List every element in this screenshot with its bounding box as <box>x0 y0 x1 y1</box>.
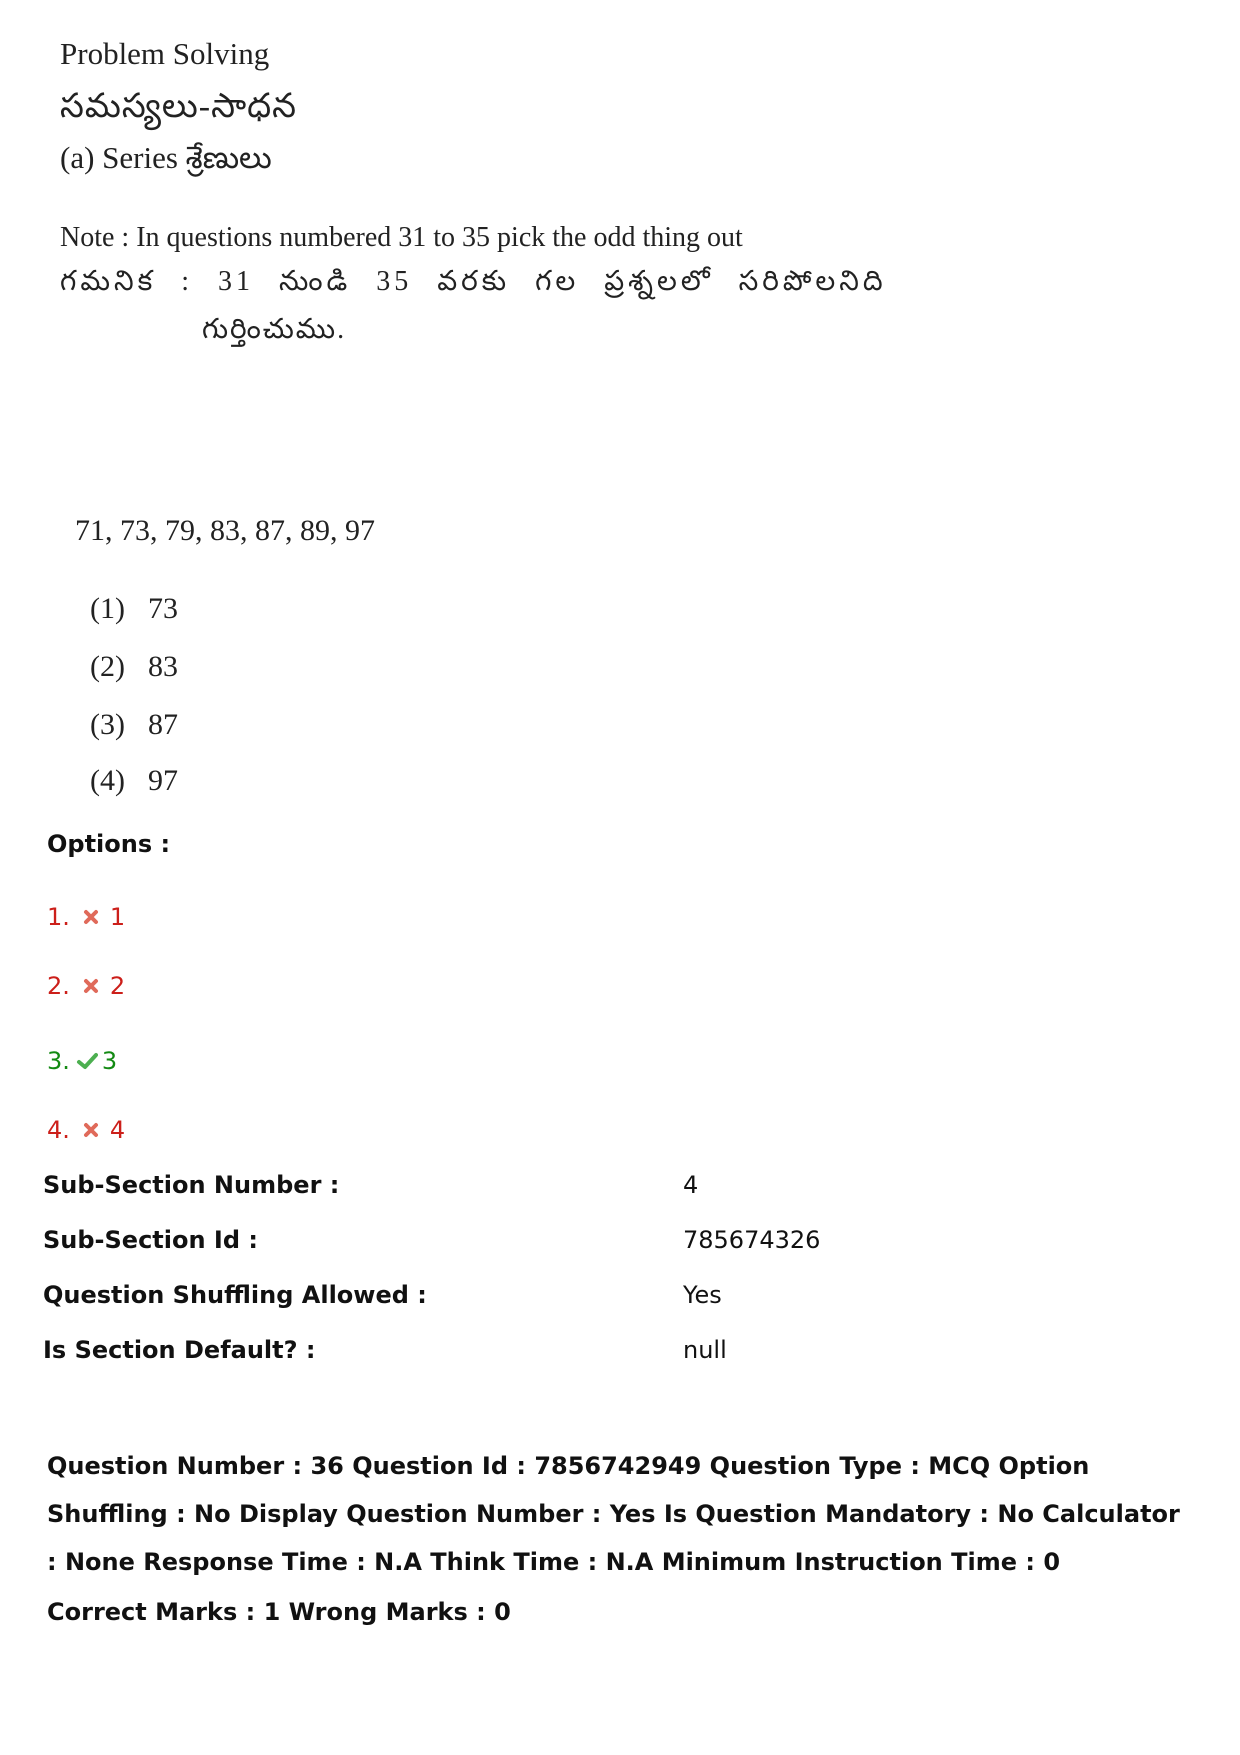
marks-info: Correct Marks : 1 Wrong Marks : 0 <box>47 1598 511 1626</box>
question-shuffling-label: Question Shuffling Allowed : <box>43 1281 427 1309</box>
question-shuffling-value: Yes <box>683 1281 722 1309</box>
question-note-english: Note : In questions numbered 31 to 35 pick the odd thing out <box>60 222 743 253</box>
question-title-telugu: సమస్యలు-సాధన <box>60 88 298 125</box>
option-prefix: 1. <box>47 903 70 931</box>
section-default-value: null <box>683 1336 727 1364</box>
question-series: 71, 73, 79, 83, 87, 89, 97 <box>75 514 375 547</box>
choice-value: 83 <box>148 650 178 683</box>
question-choice <box>90 650 178 684</box>
subsection-number-value: 4 <box>683 1171 699 1199</box>
choice-value: 73 <box>148 592 178 625</box>
question-subtitle: (a) Series శ్రేణులు <box>60 140 272 175</box>
options-header: Options : <box>47 830 171 858</box>
question-choice <box>90 708 178 742</box>
cross-icon <box>80 1119 102 1141</box>
question-info: Question Number : 36 Question Id : 7856742949 Question Type : MCQ Option Shuffling : No Display Question Number : Yes Is Question Mandatory : No Calculator : None Response Time : N.A Think Time : N.A Minimum Instruction Time : 0 <box>47 1452 1180 1576</box>
option-item <box>47 972 125 1000</box>
choice-value: 87 <box>148 708 178 741</box>
option-prefix: 3. <box>47 1047 70 1075</box>
check-icon <box>76 1050 98 1072</box>
subsection-id-label: Sub-Section Id : <box>43 1226 258 1254</box>
option-value: 3 <box>101 1047 118 1075</box>
option-value: 2 <box>109 972 126 1000</box>
question-title: Problem Solving <box>60 36 270 71</box>
subsection-number-label: Sub-Section Number : <box>43 1171 340 1199</box>
option-prefix: 4. <box>47 1116 70 1144</box>
section-default-label: Is Section Default? : <box>43 1336 316 1364</box>
cross-icon <box>80 975 102 997</box>
choice-number: (3) <box>90 708 125 741</box>
choice-number: (4) <box>90 764 125 797</box>
cross-icon <box>80 906 102 928</box>
option-item <box>47 903 125 931</box>
question-choice <box>90 592 178 626</box>
choice-number: (2) <box>90 650 125 683</box>
option-prefix: 2. <box>47 972 70 1000</box>
subsection-id-value: 785674326 <box>683 1226 821 1254</box>
option-value: 1 <box>109 903 126 931</box>
option-item <box>47 1047 117 1075</box>
question-note-telugu: గమనిక : 31 నుండి 35 వరకు గల ప్రశ్నలలో సరిపోలనిది <box>60 266 887 297</box>
option-value: 4 <box>109 1116 126 1144</box>
choice-number: (1) <box>90 592 125 625</box>
question-choice <box>90 764 178 798</box>
question-note-telugu-line2: గుర్తించుము. <box>202 314 347 345</box>
choice-value: 97 <box>148 764 178 797</box>
option-item <box>47 1116 125 1144</box>
